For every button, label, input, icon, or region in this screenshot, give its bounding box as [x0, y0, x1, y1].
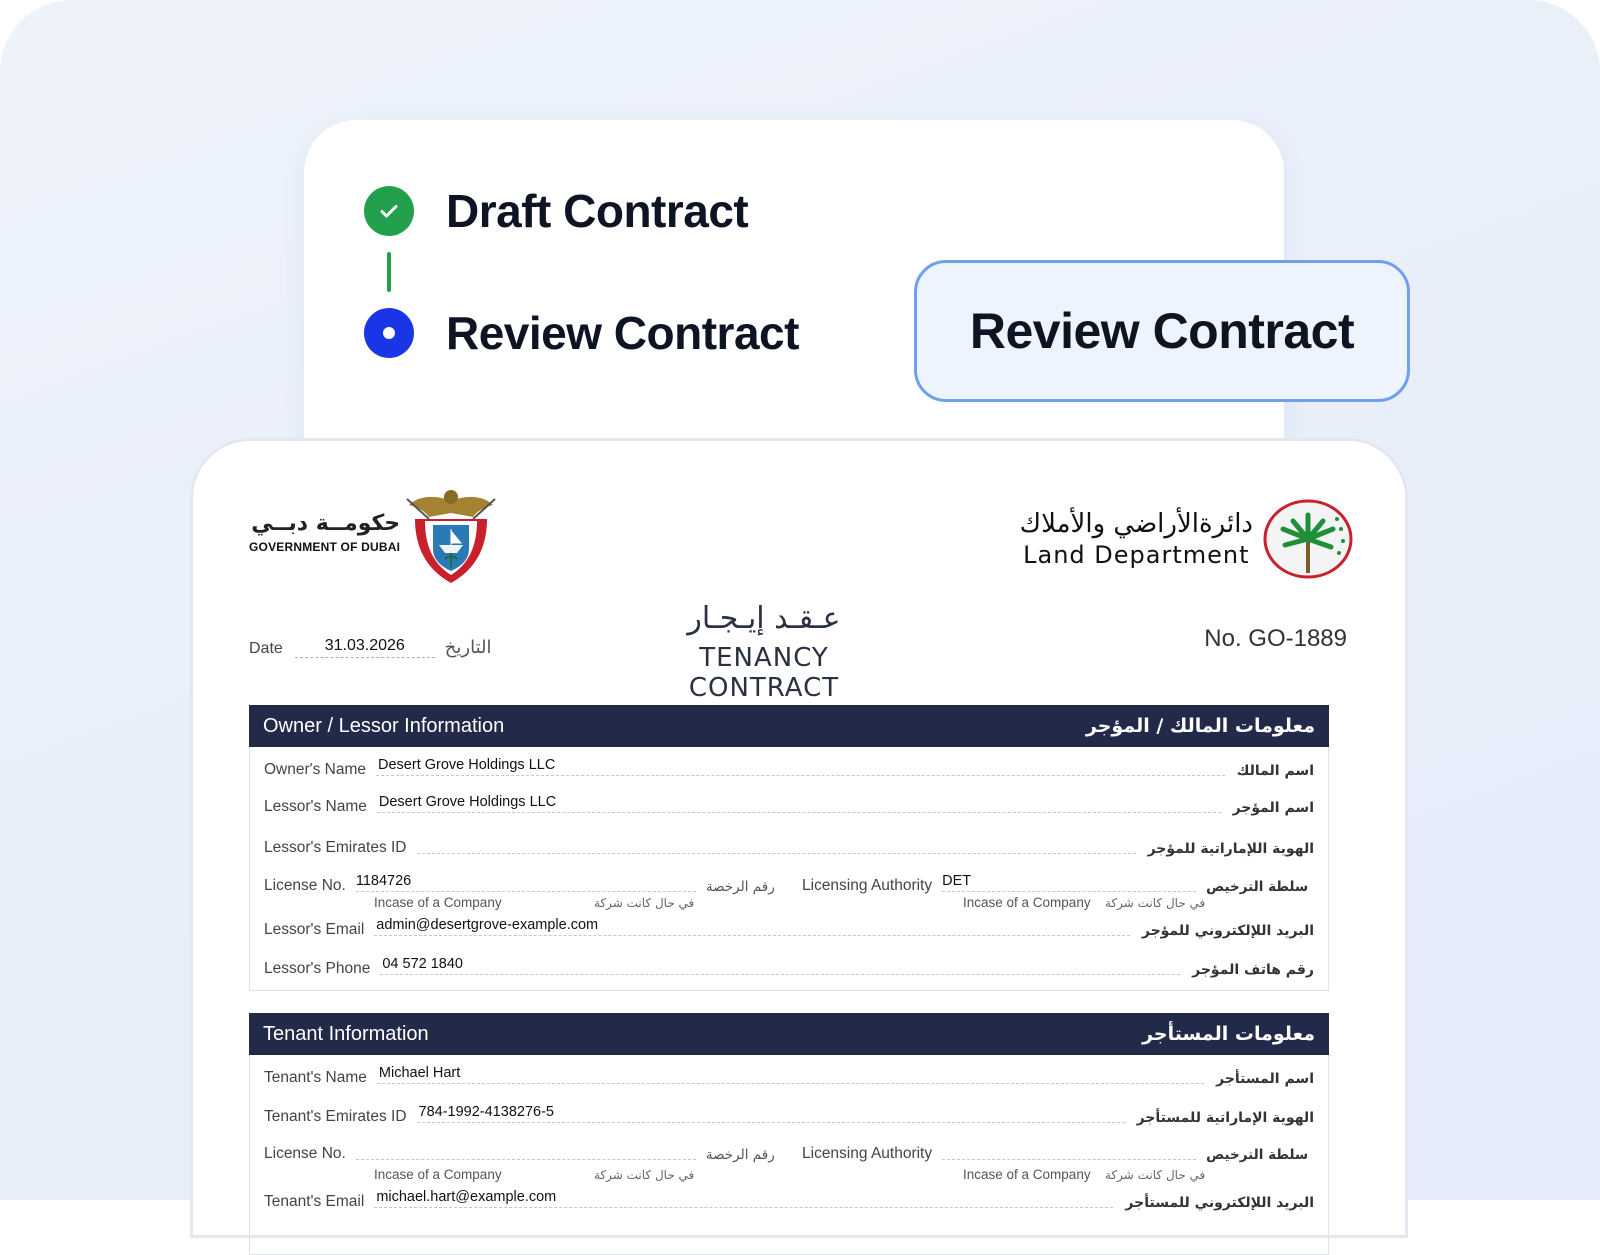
- tenant-authority-value: [942, 1157, 1196, 1160]
- lessor-authority-row: [802, 873, 1316, 895]
- company-note-ar: في حال كانت شركة: [594, 896, 695, 910]
- date-label-ar: التاريخ: [444, 637, 492, 658]
- tenant-name-label-ar: اسم المستأجر: [1216, 1071, 1314, 1087]
- authority-label: Licensing Authority: [802, 877, 933, 894]
- license-label-ar: رقم الرخصة: [705, 1147, 775, 1163]
- lessor-emirates-id-label-ar: الهوية اللإماراتية للمؤجر: [1147, 841, 1314, 857]
- tenant-license-row: [264, 1145, 776, 1163]
- tenant-name-row: [264, 1065, 1314, 1087]
- lessor-name-label-ar: اسم المؤجر: [1232, 800, 1314, 816]
- tenant-email-label-ar: البريد اللإلكتروني للمستأجر: [1125, 1195, 1314, 1211]
- contract-number: No. GO-1889: [1204, 625, 1347, 652]
- company-note-ar: في حال كانت شركة: [1105, 896, 1206, 910]
- license-value: 1184726: [356, 873, 696, 892]
- contract-title-en: TENANCY CONTRACT: [688, 643, 840, 703]
- owner-section-header: [249, 705, 1329, 747]
- owner-name-value: Desert Grove Holdings LLC: [376, 757, 1225, 776]
- gov-name-en: GOVERNMENT OF DUBAI: [249, 540, 401, 554]
- license-label: License No.: [264, 877, 346, 894]
- lessor-email-label: Lessor's Email: [264, 921, 365, 938]
- tenant-section-title: Tenant Information: [263, 1022, 429, 1045]
- lessor-emirates-id-value: [417, 851, 1136, 854]
- lessor-phone-value: 04 572 1840: [380, 956, 1180, 975]
- review-contract-button[interactable]: Review Contract: [914, 260, 1410, 402]
- gov-name-ar: حكومــة دبــي: [251, 511, 401, 536]
- tenant-license-value: [356, 1157, 696, 1160]
- date-label: Date: [249, 640, 283, 657]
- lessor-phone-label: Lessor's Phone: [264, 960, 371, 977]
- lessor-name-value: Desert Grove Holdings LLC: [377, 794, 1221, 813]
- contract-title-ar: عـقـد إيـجـار: [687, 601, 841, 636]
- tenant-authority-row: [802, 1145, 1316, 1163]
- lessor-phone-label-ar: رقم هاتف المؤجر: [1192, 962, 1314, 978]
- owner-section-body: [249, 747, 1329, 991]
- date-row: [249, 637, 492, 658]
- authority-value: DET: [942, 873, 1196, 892]
- owner-section-title-ar: معلومات المالك / المؤجر: [1085, 715, 1315, 737]
- company-note: Incase of a Company: [963, 1167, 1091, 1182]
- authority-label: Licensing Authority: [802, 1145, 933, 1162]
- tenant-email-value: michael.hart@example.com: [374, 1189, 1113, 1208]
- check-icon: [364, 186, 414, 236]
- tenant-name-value: Michael Hart: [377, 1065, 1204, 1084]
- authority-label-ar: سلطة الترخيص: [1206, 879, 1309, 895]
- lessor-email-row: [264, 917, 1314, 939]
- tenant-emirates-id-label: Tenant's Emirates ID: [264, 1108, 407, 1125]
- step-review-contract[interactable]: [364, 306, 799, 360]
- owner-name-label: Owner's Name: [264, 761, 367, 778]
- tenant-name-label: Tenant's Name: [264, 1069, 367, 1086]
- tenancy-contract-document: [190, 438, 1408, 1238]
- owner-section-title: Owner / Lessor Information: [263, 714, 505, 737]
- tenant-emirates-id-label-ar: الهوية الإماراتية للمستأجر: [1136, 1110, 1314, 1126]
- land-department-ar: دائرةالأراضي والأملاك: [1019, 509, 1253, 539]
- license-label-ar: رقم الرخصة: [705, 879, 775, 895]
- owner-name-label-ar: اسم المالك: [1236, 763, 1314, 779]
- lessor-phone-row: [264, 956, 1314, 978]
- tenant-emirates-id-value: 784-1992-4138276-5: [417, 1104, 1125, 1123]
- government-of-dubai-wordmark: [249, 511, 400, 554]
- lessor-email-value: admin@desertgrove-example.com: [374, 917, 1130, 936]
- tenant-section-title-ar: معلومات المستأجر: [1142, 1023, 1315, 1045]
- lessor-license-row: [264, 873, 776, 895]
- land-department-wordmark: [1020, 509, 1253, 569]
- tenant-email-label: Tenant's Email: [264, 1193, 365, 1210]
- lessor-email-label-ar: البريد اللإلكتروني للمؤجر: [1141, 923, 1314, 939]
- tenant-section-body: [249, 1055, 1329, 1255]
- authority-label-ar: سلطة الترخيص: [1206, 1147, 1309, 1163]
- tenant-section-header: [249, 1013, 1329, 1055]
- owner-name-row: [264, 757, 1314, 779]
- lessor-emirates-id-row: [264, 839, 1314, 857]
- current-step-icon: [364, 308, 414, 358]
- tenant-email-row: [264, 1189, 1314, 1211]
- tenant-emirates-id-row: [264, 1104, 1314, 1126]
- lessor-name-label: Lessor's Name: [264, 798, 367, 815]
- step-label: Draft Contract: [446, 185, 749, 237]
- step-label: Review Contract: [446, 307, 799, 359]
- land-department-logo-icon: [1263, 499, 1353, 579]
- company-note-ar: في حال كانت شركة: [1105, 1168, 1206, 1182]
- step-connector: [387, 252, 391, 292]
- dubai-emblem-icon: [399, 483, 503, 587]
- company-note: Incase of a Company: [374, 895, 502, 910]
- land-department-en: Land Department: [1023, 541, 1250, 569]
- lessor-emirates-id-label: Lessor's Emirates ID: [264, 839, 407, 856]
- date-value: 31.03.2026: [295, 637, 435, 658]
- company-note: Incase of a Company: [374, 1167, 502, 1182]
- lessor-name-row: [264, 794, 1314, 816]
- company-note-ar: في حال كانت شركة: [594, 1168, 695, 1182]
- company-note: Incase of a Company: [963, 895, 1091, 910]
- step-draft-contract[interactable]: [364, 184, 748, 238]
- license-label: License No.: [264, 1145, 346, 1162]
